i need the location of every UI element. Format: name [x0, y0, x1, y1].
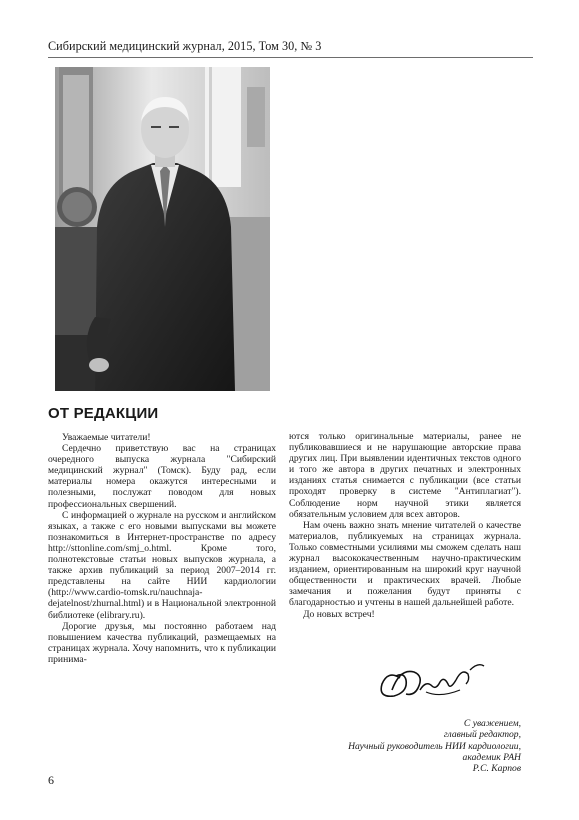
article-paragraph: Нам очень важно знать мнение читателей о качестве материалов, публикуемых на страницах журнала. Только совместными усилиями мы сможем сделать наш журнал высококачественным научно-практическим изданием, ориентированным на широкий круг научной общественности и практических врачей. Любые замечания и пожелания будут приняты с благодарностью и учтены в нашей дальнейшей работе. [289, 519, 521, 609]
closing-name: Р.С. Карпов [472, 763, 521, 775]
editor-signature [370, 650, 490, 710]
article-paragraph: С информацией о журнале на русском и английском языках, а также с его новыми выпусками вы можете познакомиться в Интернет-пространстве по адресу http://sttonline.com/smj_o.html. Кроме того, полнотекстовые статьи новых выпусков журнала, а также архив публикаций за период 2007–2014 гг. представлены на сайте НИИ кардиологии (http://www.cardio-tomsk.ru/nauchnaja-dejatelnost/zhurnal.html) и в Национальной электронной библиотеке (elibrary.ru). [48, 509, 276, 621]
editor-portrait-photo [55, 67, 270, 391]
closing-position: Научный руководитель НИИ кардиологии, [348, 740, 521, 752]
closing-role: главный редактор, [443, 729, 521, 741]
section-title: ОТ РЕДАКЦИИ [48, 405, 159, 422]
farewell-paragraph: До новых встреч! [303, 608, 375, 620]
greeting-paragraph: Уважаемые читатели! [62, 432, 151, 443]
page-number: 6 [48, 773, 54, 787]
article-right-column [289, 431, 521, 620]
journal-header: Сибирский медицинский журнал, 2015, Том 30, № 3 [48, 39, 533, 58]
article-left-column [48, 432, 276, 665]
closing-regards: С уважением, [463, 718, 521, 729]
article-paragraph: Сердечно приветствую вас на страницах очередного выпуска журнала "Сибирский медицинский журнал" (Томск). Буду рад, если материалы номера окажутся интересными и полезными, послужат поводом для новых профессиональных свершений. [48, 443, 276, 510]
article-paragraph: ются только оригинальные материалы, ранее не публиковавшиеся и не нарушающие авторские права других лиц. При выявлении идентичных текстов одного и того же автора в других печатных и электронных изданиях статья снимается с публикации (все статьи проходят проверку в системе "Антиплагиат"). Соблюдение норм научной этики является обязательным условием для всех авторов. [289, 431, 521, 520]
article-paragraph: Дорогие друзья, мы постоянно работаем над повышением качества публикаций, размещаемых на страницах журнала. Хочу напомнить, что к публикации принима- [48, 620, 276, 665]
signature-block [348, 718, 521, 774]
closing-title: академик РАН [462, 751, 521, 763]
